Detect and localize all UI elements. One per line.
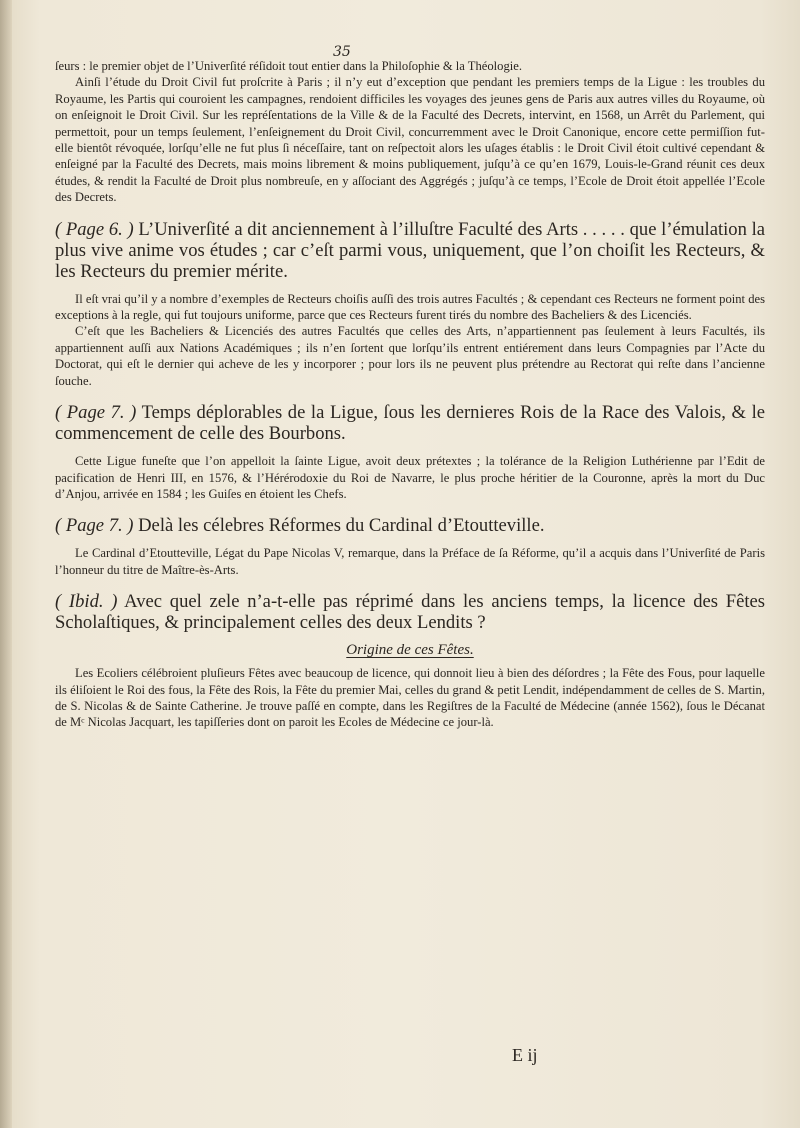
subheading-origine: Origine de ces Fêtes. [346,642,474,659]
page-number: 35 [333,44,351,60]
paragraph-droit-civil: Ainſi l’étude du Droit Civil fut proſcrite à Paris ; il n’y eut d’exception que pendant les premiers temps de la Ligue : les troubles du Royaume, les Partis qui couroient les campagnes, rendoient difficiles les voyages des jeunes gens de Paris aux autres villes du Royaume, où on enſeignoit le Droit Civil. Sur les repréſentations de la Ville & de la Faculté des Decrets, intervint, en 1568, un Arrêt du Parlement, qui permettoit, pour un temps ſeulement, l’enſeignement du Droit Civil, concurremment avec le Droit Canonique, encore cette permiſſion fut-elle bientôt révoquée, lorſqu’elle ne fut plus ſi néceſſaire, tant on reſpectoit alors les uſages établis : le Droit Civil étoit cultivé cependant & enſeigné par la Faculté des Decrets, mais moins librement & moins publiquement, juſqu’à ce qu’en 1679, Louis-le-Grand réunit ces deux études, & rendit la Faculté de Droit plus nombreuſe, en y aſſociant des Aggrégés ; juſqu’à ce temps, l’Ecole de Droit étoit appellée l’Ecole des Decrets. [55,75,765,205]
paragraph-fetes: Les Ecoliers célébroient pluſieurs Fêtes avec beaucoup de licence, qui donnoit lieu à bien des déſordres ; la Fête des Fous, pour laquelle ils éliſoient le Roi des fous, la Fête des Rois, la Fête du premier Mai, celles du grand & petit Lendit, indépendamment de celles de S. Martin, de S. Nicolas & de Sainte Catherine. Je trouve paſſé en compte, dans les Regiſtres de la Faculté de Médecine (année 1562), ſous le Décanat de Mᶜ Nicolas Jacquart, les tapiſſeries dont on paroit les Ecoles de Médecine ce jour-là. [55,666,765,730]
heading-text: Avec quel zele n’a-t-elle pas réprimé dans les anciens temps, la licence des Fêtes Scholaſtiques, & principalement celles des deux Lendits ? [55,591,765,634]
heading-text: Delà les célebres Réformes du Cardinal d’Etoutteville. [133,515,545,537]
heading-page-7-ligue [55,402,765,444]
heading-ref: ( Page 7. ) [55,515,134,537]
heading-ibid [55,591,765,633]
paragraph-continuation: ſeurs : le premier objet de l’Univerſité réſidoit tout entier dans la Philoſophie & la Théologie. [55,59,523,73]
heading-text: Temps déplorables de la Ligue, ſous les dernieres Rois de la Race des Valois, & le commencement de celle des Bourbons. [55,402,765,445]
heading-text: L’Univerſité a dit anciennement à l’illuſtre Faculté des Arts . . . . . que l’émulation la plus vive anime vos études ; car c’eſt parmi vous, uniquement, que l’on choiſit les Recteurs, & les Recteurs du premier mérite. [55,218,765,282]
heading-page-7-reformes [55,515,765,536]
page-binding-edge [0,0,12,1128]
paragraph-bacheliers: C’eſt que les Bacheliers & Licenciés des autres Facultés que celles des Arts, n’appartiennent pas ſeulement à leurs Facultés, ils appartiennent auſſi aux Nations Académiques ; ils n’en ſortent que lorſqu’ils entrent entiérement dans leurs Compagnies par l’Acte du Doctorat, qui eſt le dernier qui acheve de les y incorporer ; pour lors ils ne peuvent plus prétendre au Rectorat qui reſte dans l’ancienne ſouche. [55,324,765,388]
paragraph-recteurs: Il eſt vrai qu’il y a nombre d’exemples de Recteurs choiſis auſſi des trois autres Facultés ; & cependant ces Recteurs ne forment point des exceptions à la regle, qui fut toujours uniforme, parce que ces Recteurs furent tirés du nombre des Bacheliers & des Licenciés. [55,291,765,323]
signature-mark: E ij [512,1045,538,1065]
paragraph-ligue: Cette Ligue funeſte que l’on appelloit la ſainte Ligue, avoit deux prétextes ; la tolérance de la Religion Luthérienne par l’Edit de pacification de Henri III, en 1576, & l’Hérérodoxie du Roi de Navarre, le plus proche héritier de la Couronne, après la mort du Duc d’Anjou, arrivée en 1584 ; les Guiſes en étoient les Chefs. [55,454,765,501]
paragraph-cardinal: Le Cardinal d’Etoutteville, Légat du Pape Nicolas V, remarque, dans la Préface de ſa Réforme, qu’il a acquis dans l’Univerſité de Paris l’honneur du titre de Maître-ès-Arts. [55,546,765,577]
heading-page-6 [55,219,765,282]
heading-ref: ( Page 7. ) [55,402,137,424]
heading-ref: ( Page 6. ) [55,218,134,240]
heading-ref: ( Ibid. ) [55,591,118,613]
page-text [55,58,765,731]
